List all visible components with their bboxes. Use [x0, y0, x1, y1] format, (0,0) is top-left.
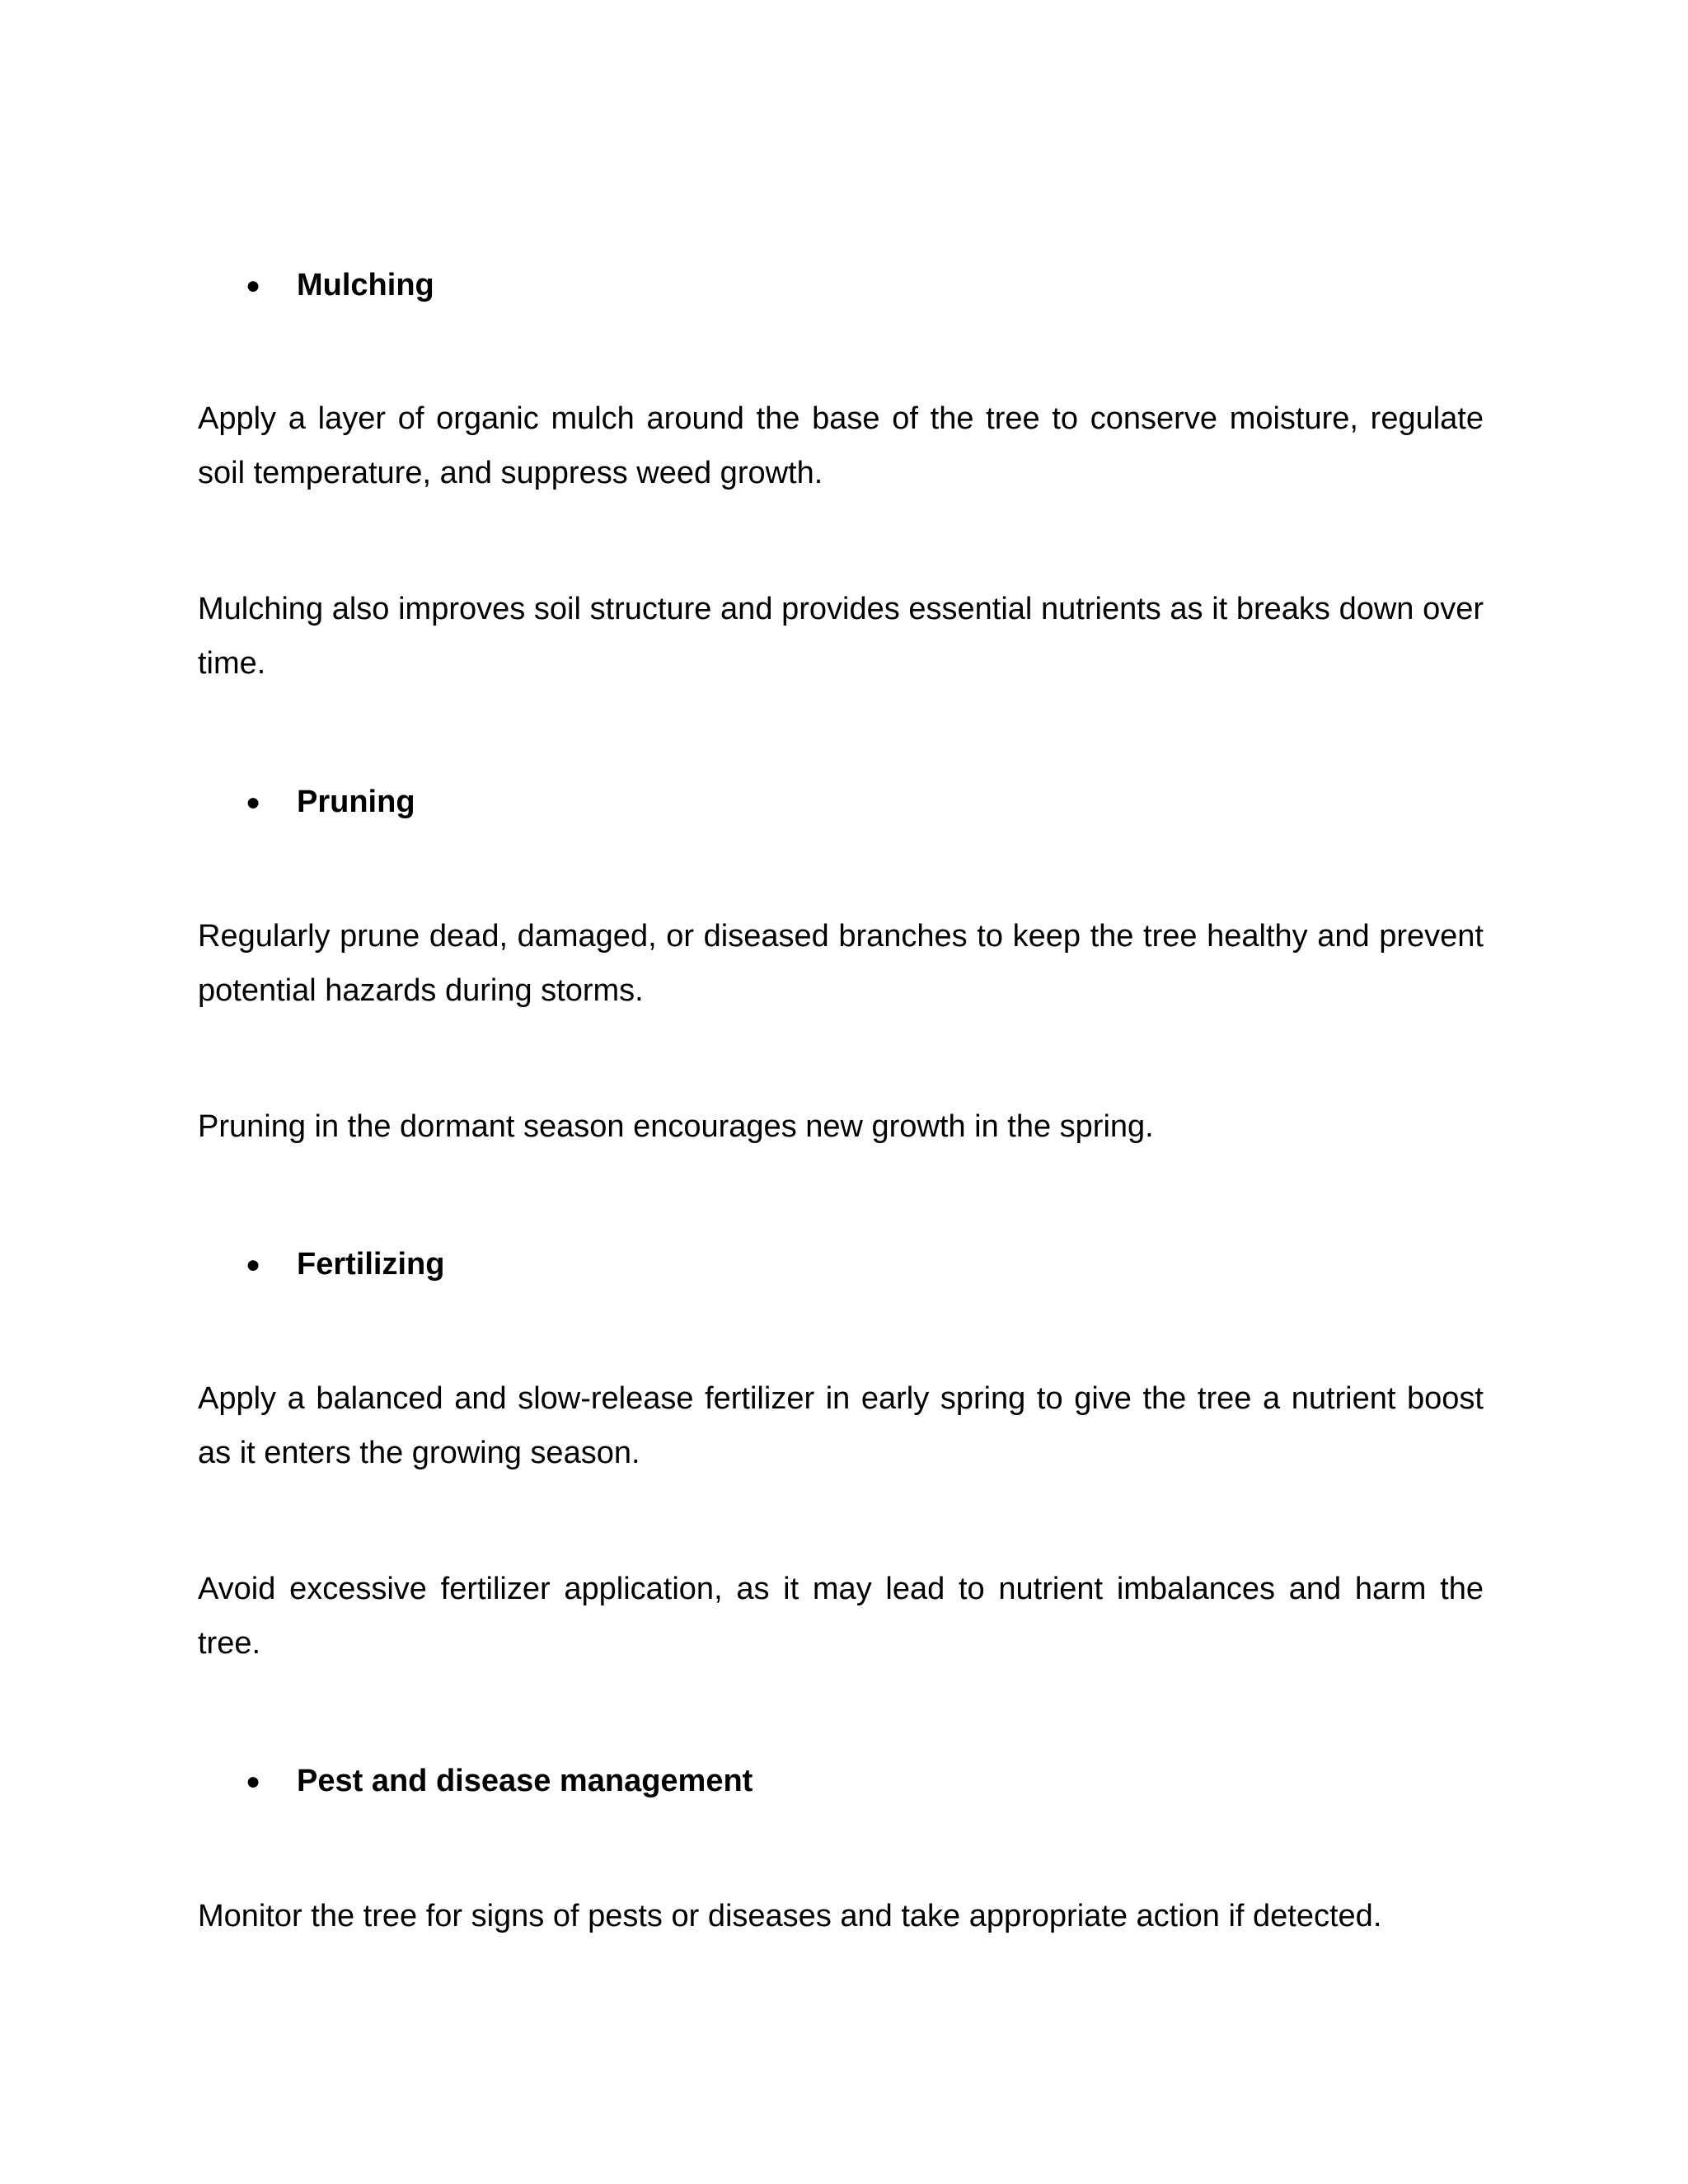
paragraph: Avoid excessive fertilizer application, as it may lead to nutrient imbalances and harm the tree. — [198, 1572, 1484, 1661]
section-heading-label: Pruning — [297, 785, 415, 819]
section-heading-label: Pest and disease management — [297, 1764, 753, 1798]
section-heading-fertilizing — [246, 1244, 444, 1285]
paragraph: Pruning in the dormant season encourages new growth in the spring. — [198, 1109, 1154, 1144]
bullet-icon: ● — [246, 1768, 261, 1795]
section-heading-label: Fertilizing — [297, 1247, 445, 1282]
section-heading-mulching — [246, 265, 434, 306]
bullet-icon: ● — [246, 272, 261, 299]
bullet-icon: ● — [246, 789, 261, 816]
section-heading-label: Mulching — [297, 268, 434, 302]
paragraph: Monitor the tree for signs of pests or diseases and take appropriate action if detected. — [198, 1899, 1382, 1933]
bullet-icon: ● — [246, 1251, 261, 1278]
paragraph: Apply a layer of organic mulch around the base of the tree to conserve moisture, regulate soil temperature, and suppress weed growth. — [198, 401, 1484, 490]
paragraph: Apply a balanced and slow-release fertilizer in early spring to give the tree a nutrient boost as it enters the growing season. — [198, 1381, 1484, 1470]
section-heading-pest-and-disease — [246, 1761, 753, 1802]
paragraph: Regularly prune dead, damaged, or diseased branches to keep the tree healthy and prevent potential hazards during storms. — [198, 919, 1484, 1008]
paragraph: Mulching also improves soil structure and provides essential nutrients as it breaks down over time. — [198, 592, 1484, 681]
section-heading-pruning — [246, 782, 415, 823]
